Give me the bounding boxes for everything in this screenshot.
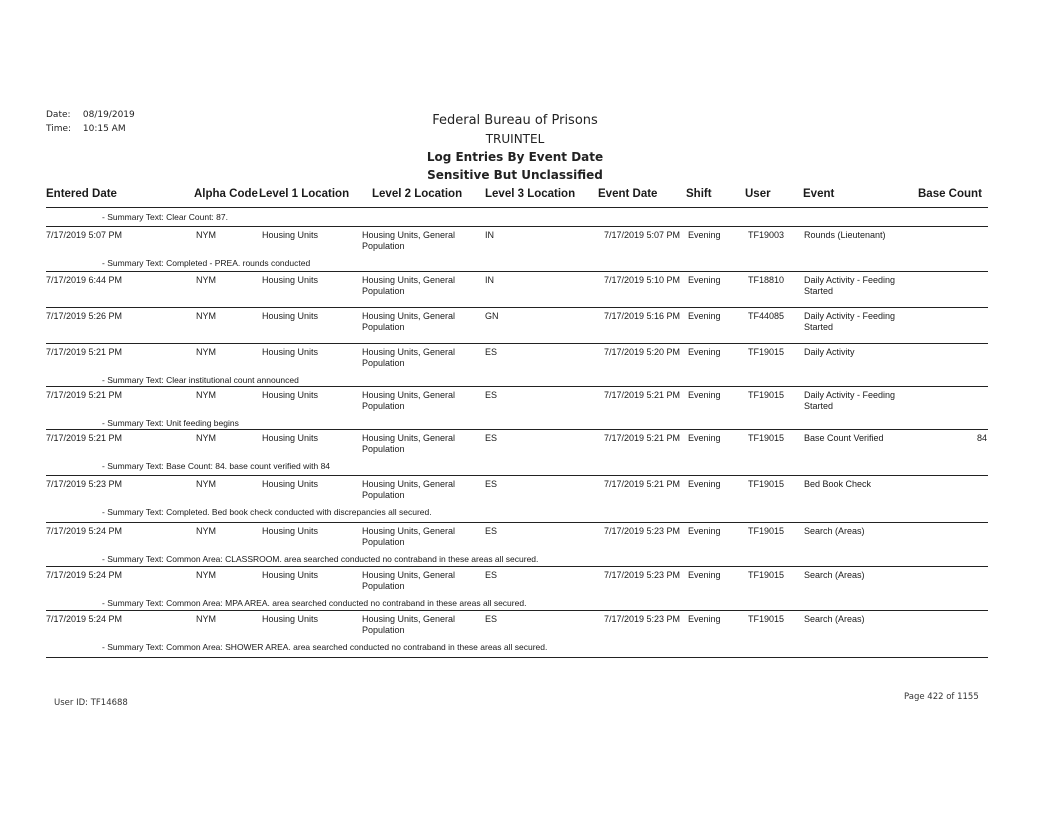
cell-alpha-code: NYM — [196, 347, 216, 357]
report-title: Log Entries By Event Date — [426, 150, 604, 164]
row-summary-text: - Summary Text: Common Area: SHOWER AREA. area searched conducted no contraband in these areas all secured. — [102, 642, 548, 652]
cell-level2-location: Housing Units, General Population — [362, 311, 456, 332]
row-summary-text: - Summary Text: Common Area: CLASSROOM. area searched conducted no contraband in these areas all secured. — [102, 554, 539, 564]
row-summary-text: - Summary Text: Common Area: MPA AREA. area searched conducted no contraband in these areas all secured. — [102, 598, 527, 608]
cell-level2-location: Housing Units, General Population — [362, 614, 456, 635]
cell-event: Search (Areas) — [804, 570, 865, 580]
cell-entered-date: 7/17/2019 5:24 PM — [46, 526, 123, 536]
organization-name: Federal Bureau of Prisons — [432, 113, 598, 128]
row-divider — [46, 226, 988, 227]
cell-entered-date: 7/17/2019 5:24 PM — [46, 614, 123, 624]
cell-alpha-code: NYM — [196, 230, 216, 240]
cell-user: TF19015 — [748, 614, 785, 624]
cell-alpha-code: NYM — [196, 390, 216, 400]
row-divider — [46, 429, 988, 430]
table-row — [0, 479, 1056, 523]
col-alpha-code: Alpha Code — [194, 188, 258, 200]
system-name: TRUINTEL — [485, 132, 545, 146]
row-summary-text: - Summary Text: Unit feeding begins — [102, 418, 239, 428]
row-divider — [46, 386, 988, 387]
cell-level3-location: ES — [485, 526, 498, 536]
cell-user: TF19015 — [748, 570, 785, 580]
cell-shift: Evening — [688, 311, 721, 321]
cell-entered-date: 7/17/2019 5:24 PM — [46, 570, 123, 580]
cell-alpha-code: NYM — [196, 275, 216, 285]
cell-event-date: 7/17/2019 5:23 PM — [604, 614, 681, 624]
cell-level3-location: ES — [485, 390, 498, 400]
header-rule — [46, 207, 988, 208]
cell-event-date: 7/17/2019 5:23 PM — [604, 570, 681, 580]
cell-event: Daily Activity - Feeding Started — [804, 390, 896, 411]
cell-event-date: 7/17/2019 5:21 PM — [604, 479, 681, 489]
row-summary-text: - Summary Text: Completed. Bed book check conducted with discrepancies all secured. — [102, 507, 432, 517]
cell-alpha-code: NYM — [196, 526, 216, 536]
cell-event: Daily Activity - Feeding Started — [804, 311, 896, 332]
table-row — [0, 570, 1056, 614]
cell-level1-location: Housing Units — [262, 347, 319, 357]
table-row — [0, 614, 1056, 658]
cell-event: Search (Areas) — [804, 614, 865, 624]
row-summary-text: - Summary Text: Completed - PREA. rounds conducted — [102, 258, 311, 268]
table-bottom-rule — [46, 657, 988, 658]
cell-event-date: 7/17/2019 5:16 PM — [604, 311, 681, 321]
cell-event-date: 7/17/2019 5:21 PM — [604, 390, 681, 400]
col-event-date: Event Date — [598, 188, 658, 200]
cell-shift: Evening — [688, 614, 721, 624]
col-base-count: Base Count — [918, 188, 982, 200]
cell-event: Daily Activity - Feeding Started — [804, 275, 896, 296]
cell-user: TF18810 — [748, 275, 785, 285]
col-level1-location: Level 1 Location — [259, 188, 350, 200]
cell-level1-location: Housing Units — [262, 275, 319, 285]
cell-event: Search (Areas) — [804, 526, 865, 536]
cell-alpha-code: NYM — [196, 614, 216, 624]
cell-level3-location: IN — [485, 275, 494, 285]
cell-level2-location: Housing Units, General Population — [362, 570, 456, 591]
cell-level2-location: Housing Units, General Population — [362, 433, 456, 454]
cell-level1-location: Housing Units — [262, 390, 319, 400]
user-id-value: TF14688 — [90, 698, 128, 708]
cell-alpha-code: NYM — [196, 479, 216, 489]
cell-level3-location: GN — [485, 311, 499, 321]
row-divider — [46, 522, 988, 523]
cell-level1-location: Housing Units — [262, 479, 319, 489]
row-divider — [46, 307, 988, 308]
row-divider — [46, 343, 988, 344]
cell-entered-date: 7/17/2019 5:21 PM — [46, 390, 123, 400]
cell-entered-date: 7/17/2019 5:21 PM — [46, 433, 123, 443]
table-row — [0, 230, 1056, 274]
cell-user: TF19015 — [748, 479, 785, 489]
cell-shift: Evening — [688, 390, 721, 400]
cell-event-date: 7/17/2019 5:20 PM — [604, 347, 681, 357]
cell-level2-location: Housing Units, General Population — [362, 275, 456, 296]
classification-label: Sensitive But Unclassified — [427, 168, 603, 182]
table-row — [0, 433, 1056, 477]
cell-user: TF19015 — [748, 433, 785, 443]
cell-level2-location: Housing Units, General Population — [362, 390, 456, 411]
table-row — [0, 390, 1056, 434]
cell-shift: Evening — [688, 347, 721, 357]
report-header — [340, 112, 690, 184]
col-level3-location: Level 3 Location — [485, 188, 576, 200]
report-time — [46, 124, 126, 134]
cell-entered-date: 7/17/2019 5:21 PM — [46, 347, 123, 357]
cell-level1-location: Housing Units — [262, 614, 319, 624]
cell-shift: Evening — [688, 526, 721, 536]
cell-level1-location: Housing Units — [262, 570, 319, 580]
cell-level1-location: Housing Units — [262, 433, 319, 443]
cell-alpha-code: NYM — [196, 311, 216, 321]
col-entered-date: Entered Date — [46, 188, 117, 200]
row-divider — [46, 610, 988, 611]
cell-level3-location: ES — [485, 347, 498, 357]
cell-event-date: 7/17/2019 5:10 PM — [604, 275, 681, 285]
cell-event: Rounds (Lieutenant) — [804, 230, 886, 240]
cell-event-date: 7/17/2019 5:07 PM — [604, 230, 681, 240]
cell-event: Base Count Verified — [804, 433, 884, 443]
footer-user-id — [54, 698, 128, 708]
table-row — [0, 526, 1056, 570]
row-divider — [46, 271, 988, 272]
table-row — [0, 347, 1056, 391]
cell-shift: Evening — [688, 230, 721, 240]
cell-user: TF19003 — [748, 230, 785, 240]
cell-level2-location: Housing Units, General Population — [362, 347, 456, 368]
cell-alpha-code: NYM — [196, 570, 216, 580]
cell-user: TF19015 — [748, 347, 785, 357]
cell-level1-location: Housing Units — [262, 526, 319, 536]
row-divider — [46, 475, 988, 476]
cell-user: TF19015 — [748, 390, 785, 400]
cell-event-date: 7/17/2019 5:21 PM — [604, 433, 681, 443]
cell-shift: Evening — [688, 433, 721, 443]
report-date — [46, 110, 135, 120]
report-date-value: 08/19/2019 — [82, 110, 135, 120]
col-level2-location: Level 2 Location — [372, 188, 463, 200]
cell-level2-location: Housing Units, General Population — [362, 230, 456, 251]
col-shift: Shift — [686, 188, 712, 200]
top-summary-text: - Summary Text: Clear Count: 87. — [102, 212, 228, 222]
cell-base-count: 84 — [976, 433, 987, 443]
cell-entered-date: 7/17/2019 5:23 PM — [46, 479, 123, 489]
cell-entered-date: 7/17/2019 6:44 PM — [46, 275, 123, 285]
user-id-label: User ID: — [54, 698, 88, 708]
cell-event: Daily Activity — [804, 347, 855, 357]
report-time-value: 10:15 AM — [82, 124, 126, 134]
cell-level3-location: ES — [485, 570, 498, 580]
row-summary-text: - Summary Text: Base Count: 84. base count verified with 84 — [102, 461, 331, 471]
page-number: Page 422 of 1155 — [904, 692, 979, 702]
cell-level3-location: ES — [485, 614, 498, 624]
cell-level3-location: IN — [485, 230, 494, 240]
cell-shift: Evening — [688, 479, 721, 489]
cell-shift: Evening — [688, 275, 721, 285]
report-time-label: Time: — [46, 124, 72, 134]
cell-level2-location: Housing Units, General Population — [362, 526, 456, 547]
cell-alpha-code: NYM — [196, 433, 216, 443]
cell-event: Bed Book Check — [804, 479, 872, 489]
cell-event-date: 7/17/2019 5:23 PM — [604, 526, 681, 536]
cell-level1-location: Housing Units — [262, 311, 319, 321]
cell-entered-date: 7/17/2019 5:07 PM — [46, 230, 123, 240]
row-divider — [46, 566, 988, 567]
cell-level3-location: ES — [485, 479, 498, 489]
report-date-label: Date: — [46, 110, 71, 120]
cell-shift: Evening — [688, 570, 721, 580]
cell-user: TF44085 — [748, 311, 785, 321]
cell-user: TF19015 — [748, 526, 785, 536]
cell-level2-location: Housing Units, General Population — [362, 479, 456, 500]
cell-level3-location: ES — [485, 433, 498, 443]
cell-level1-location: Housing Units — [262, 230, 319, 240]
col-event: Event — [803, 188, 835, 200]
cell-entered-date: 7/17/2019 5:26 PM — [46, 311, 123, 321]
row-summary-text: - Summary Text: Clear institutional count announced — [102, 375, 299, 385]
col-user: User — [745, 188, 771, 200]
